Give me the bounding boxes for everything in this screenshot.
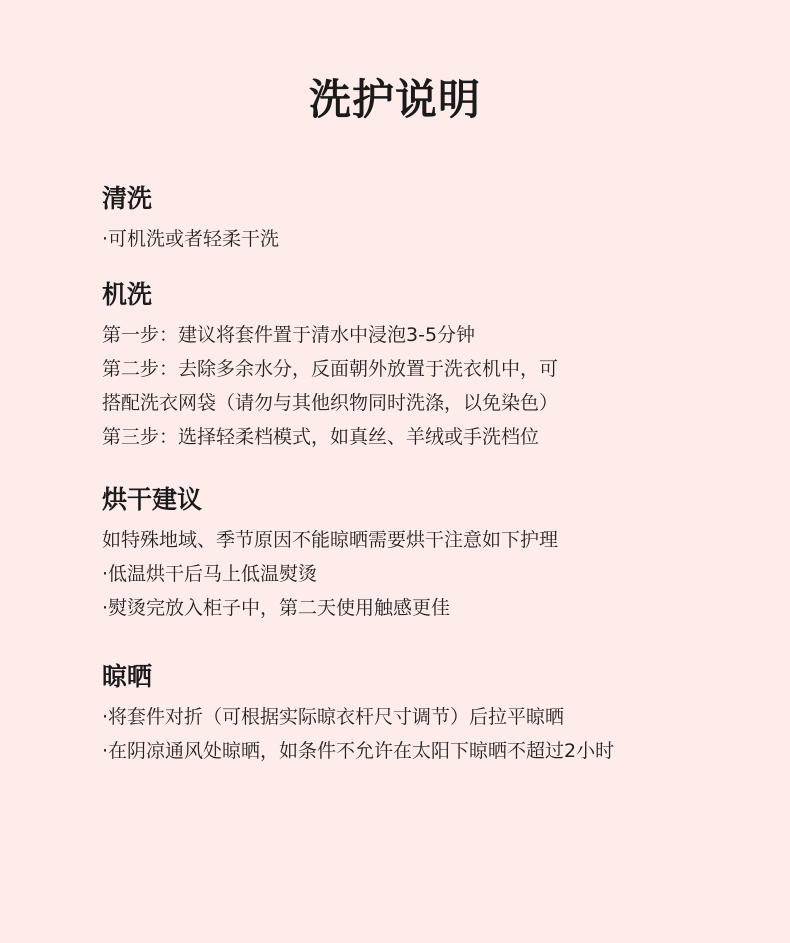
section-machine-wash	[102, 278, 752, 454]
machine-wash-step-1: 第一步：建议将套件置于清水中浸泡3-5分钟	[102, 324, 476, 346]
section-heading-drying: 烘干建议	[102, 485, 203, 514]
cleaning-line: ·可机洗或者轻柔干洗	[102, 228, 280, 250]
section-heading-machine-wash: 机洗	[102, 280, 153, 309]
section-air-drying	[102, 660, 752, 768]
air-drying-tip-1: ·将套件对折（可根据实际晾衣杆尺寸调节）后拉平晾晒	[102, 706, 565, 728]
machine-wash-step-2-cont: 搭配洗衣网袋（请勿与其他织物同时洗涤，以免染色）	[102, 392, 559, 414]
section-cleaning	[102, 182, 752, 256]
machine-wash-step-2: 第二步：去除多余水分，反面朝外放置于洗衣机中，可	[102, 358, 559, 380]
air-drying-tip-2: ·在阴凉通风处晾晒，如条件不允许在太阳下晾晒不超过2小时	[102, 740, 615, 762]
drying-intro: 如特殊地域、季节原因不能晾晒需要烘干注意如下护理	[102, 529, 559, 551]
page-title: 洗护说明	[308, 75, 481, 124]
machine-wash-step-3: 第三步：选择轻柔档模式，如真丝、羊绒或手洗档位	[102, 426, 540, 448]
section-drying-advice	[102, 483, 752, 625]
section-heading-cleaning: 清洗	[102, 184, 153, 213]
drying-tip-2: ·熨烫完放入柜子中，第二天使用触感更佳	[102, 597, 451, 619]
section-heading-air-drying: 晾晒	[102, 662, 153, 691]
drying-tip-1: ·低温烘干后马上低温熨烫	[102, 563, 318, 585]
